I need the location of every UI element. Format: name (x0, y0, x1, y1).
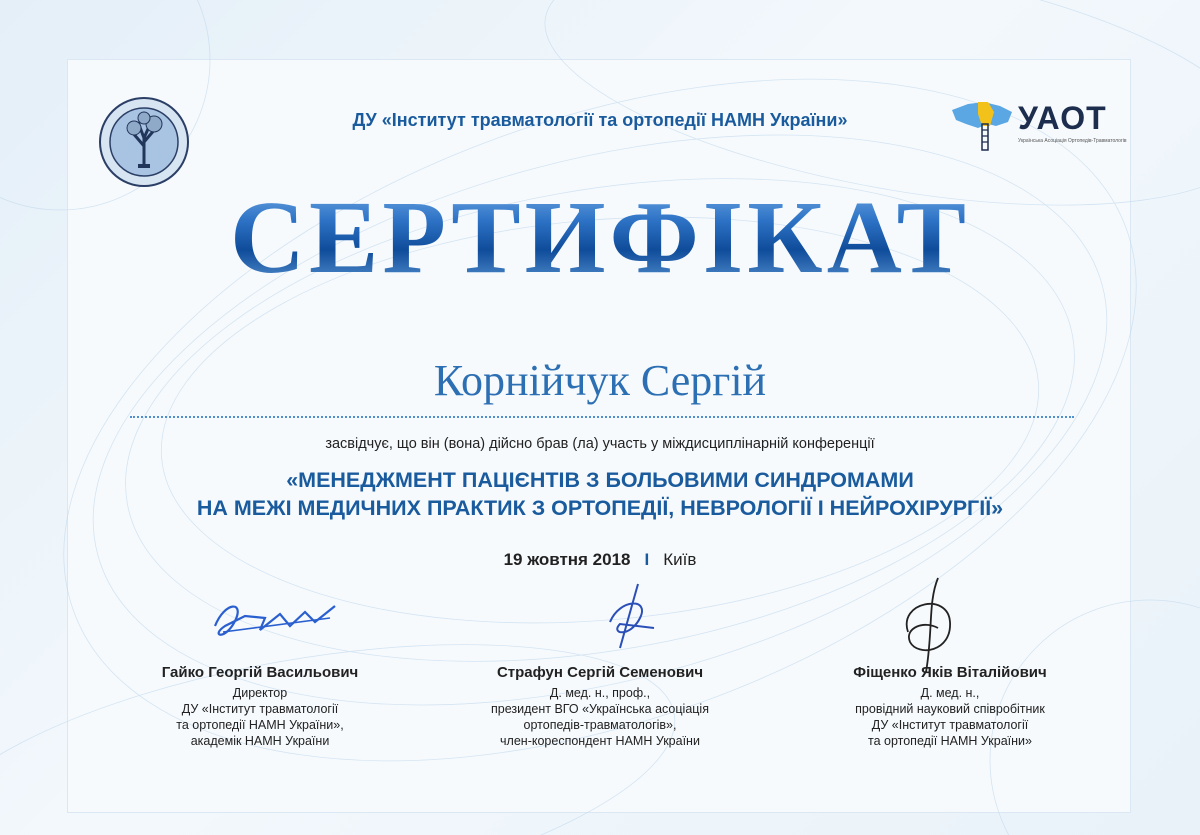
signer-title-line: та ортопедії НАМН України», (176, 718, 344, 732)
signer-title-line: ДУ «Інститут травматології (181, 702, 339, 716)
signer-3 (800, 664, 1100, 749)
signer-title-line: та ортопедії НАМН України» (868, 734, 1032, 748)
signer-name: Гайко Георгій Васильович (161, 664, 359, 681)
signer-title-line: академік НАМН України (190, 734, 330, 748)
signer-title-line: ДУ «Інститут травматології (871, 718, 1029, 732)
signer-title-line: Д. мед. н., (920, 686, 980, 700)
logo-subtitle: Українська Асоціація Ортопедів-Травматологів (1018, 138, 1127, 144)
signer-name: Страфун Сергій Семенович (496, 664, 704, 681)
certificate-title: СЕРТИФІКАТ (150, 178, 1050, 298)
conference-line-1: «МЕНЕДЖМЕНТ ПАЦІЄНТІВ З БОЛЬОВИМИ СИНДРОМАМИ (286, 468, 914, 492)
institute-seal-icon (98, 96, 190, 188)
signer-title-line: провідний науковий співробітник (855, 702, 1045, 716)
signature-1 (205, 596, 345, 646)
signer-title-line: Д. мед. н., проф., (549, 686, 651, 700)
signer-1 (110, 664, 410, 749)
logo-text: УАОТ (1018, 100, 1107, 136)
recipient-name: Корнійчук Сергій (433, 356, 767, 405)
signer-name: Фіщенко Яків Віталійович (853, 664, 1047, 681)
conference-line-2: НА МЕЖІ МЕДИЧНИХ ПРАКТИК З ОРТОПЕДІЇ, НЕВРОЛОГІЇ І НЕЙРОХІРУРГІЇ» (196, 496, 1004, 520)
recipient-underline (130, 416, 1074, 418)
signer-2 (450, 664, 750, 749)
event-details (300, 550, 900, 570)
signer-title-line: президент ВГО «Українська асоціація (491, 702, 709, 716)
signer-title-line: ортопедів-травматологів», (523, 718, 677, 732)
event-date: 19 жовтня 2018 (503, 550, 631, 569)
signer-title-line: Директор (232, 686, 288, 700)
event-separator: I (644, 550, 650, 569)
signer-title-line: член-кореспондент НАМН України (500, 734, 700, 748)
attestation-text: засвідчує, що він (вона) дійсно брав (ла) участь у міждисциплінарній конференції (325, 436, 875, 452)
signature-2 (590, 578, 670, 658)
event-city: Київ (663, 550, 697, 569)
institute-title: ДУ «Інститут травматології та ортопедії НАМН України» (352, 110, 848, 130)
conference-title (100, 466, 1100, 522)
